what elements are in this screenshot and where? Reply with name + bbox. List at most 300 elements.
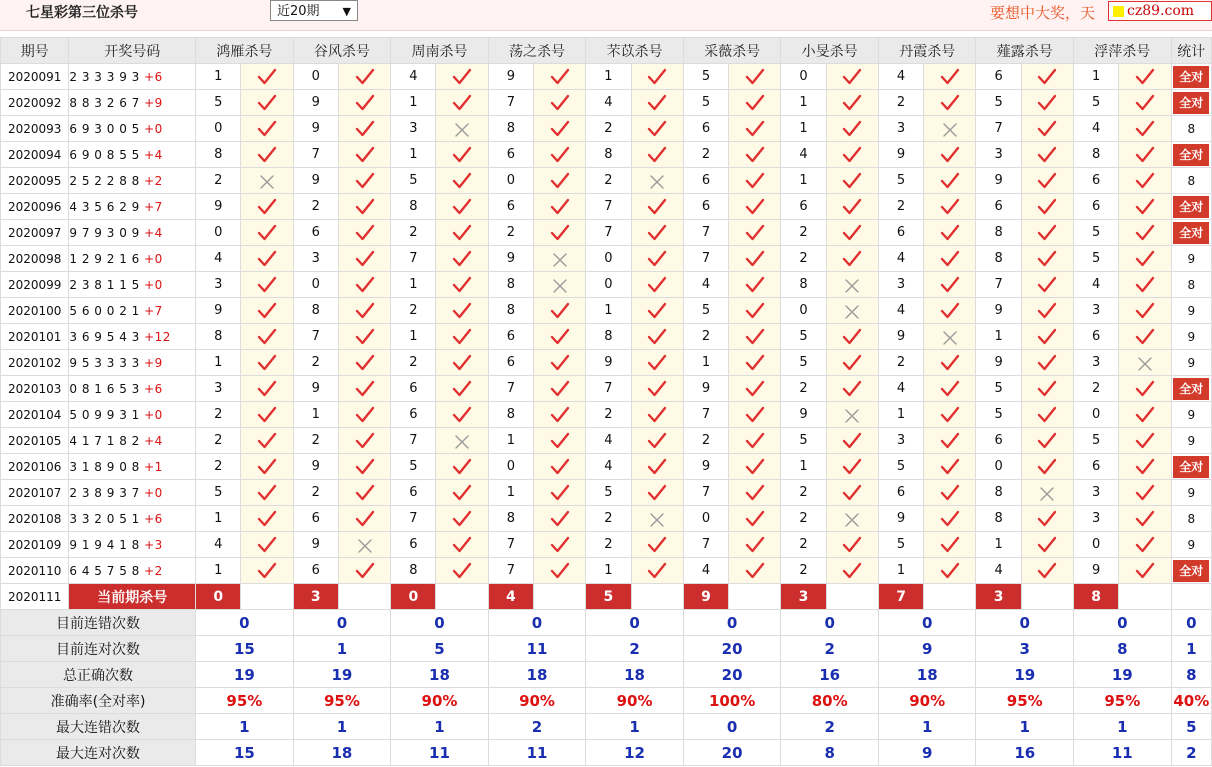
- result-mark-cell: [241, 454, 293, 480]
- kill-number-cell: 1: [878, 402, 923, 428]
- result-mark-cell: [924, 90, 976, 116]
- result-mark-cell: [436, 402, 488, 428]
- current-kill-number: 4: [488, 584, 533, 610]
- kill-number-cell: 8: [196, 324, 241, 350]
- kill-number-cell: 9: [196, 298, 241, 324]
- summary-value: 1: [586, 714, 684, 740]
- kill-number-cell: 0: [586, 272, 631, 298]
- kill-number-cell: 6: [1074, 168, 1119, 194]
- summary-value: 90%: [878, 688, 976, 714]
- check-icon: [452, 484, 472, 502]
- kill-number-cell: 6: [488, 324, 533, 350]
- draw-number-cell: [69, 454, 196, 480]
- check-icon: [1135, 250, 1155, 268]
- result-mark-cell: [534, 506, 586, 532]
- kill-number-cell: 0: [781, 298, 826, 324]
- check-icon: [257, 432, 277, 450]
- kill-number-cell: 2: [683, 428, 728, 454]
- result-mark-cell: [631, 220, 683, 246]
- kill-number-cell: 4: [1074, 272, 1119, 298]
- kill-number-cell: 5: [1074, 220, 1119, 246]
- current-kill-number: 7: [878, 584, 923, 610]
- stat-value: 9: [1187, 485, 1196, 500]
- header-draw-number: 开奖号码: [69, 38, 196, 64]
- result-mark-cell: [729, 168, 781, 194]
- kill-number-cell: 2: [196, 168, 241, 194]
- draw-sum: +3: [144, 537, 163, 552]
- table-row: [1, 220, 1212, 246]
- stat-value: 9: [1187, 329, 1196, 344]
- kill-number-cell: 2: [878, 90, 923, 116]
- kill-number-cell: 3: [293, 246, 338, 272]
- summary-value: 5: [391, 636, 489, 662]
- kill-number-cell: 3: [1074, 298, 1119, 324]
- result-mark-cell: [338, 298, 390, 324]
- kill-number-cell: 9: [293, 376, 338, 402]
- kill-number-cell: 5: [586, 480, 631, 506]
- check-icon: [355, 328, 375, 346]
- header-expert: 丹霞杀号: [878, 38, 976, 64]
- check-icon: [1135, 68, 1155, 86]
- result-mark-cell: [924, 558, 976, 584]
- kill-number-cell: 0: [488, 168, 533, 194]
- kill-number-cell: 2: [488, 220, 533, 246]
- summary-value: 1: [293, 714, 391, 740]
- result-mark-cell: [826, 454, 878, 480]
- kill-number-cell: 7: [293, 142, 338, 168]
- period-cell: 2020110: [1, 558, 69, 584]
- draw-digits: 1 2 9 2 1 6: [69, 251, 140, 266]
- result-mark-cell: [924, 64, 976, 90]
- kill-number-cell: 3: [878, 272, 923, 298]
- result-mark-cell: [534, 428, 586, 454]
- check-icon: [1135, 302, 1155, 320]
- header-expert: 芣苡杀号: [586, 38, 684, 64]
- check-icon: [452, 562, 472, 580]
- kill-number-cell: 7: [391, 246, 436, 272]
- draw-digits: 2 3 8 9 3 7: [69, 485, 140, 500]
- kill-number-cell: 4: [196, 532, 241, 558]
- current-blank-cell: [534, 584, 586, 610]
- draw-number-cell: [69, 168, 196, 194]
- check-icon: [745, 328, 765, 346]
- check-icon: [452, 510, 472, 528]
- result-mark-cell: [1119, 116, 1171, 142]
- table-row: [1, 116, 1212, 142]
- table-row: [1, 454, 1212, 480]
- result-mark-cell: [1021, 532, 1073, 558]
- kill-number-cell: 8: [1074, 142, 1119, 168]
- result-mark-cell: [338, 376, 390, 402]
- check-icon: [257, 406, 277, 424]
- summary-value: 1: [976, 714, 1074, 740]
- result-mark-cell: [1119, 142, 1171, 168]
- kill-number-cell: 1: [391, 272, 436, 298]
- summary-value: 95%: [196, 688, 294, 714]
- period-cell: 2020096: [1, 194, 69, 220]
- summary-value: 16: [976, 740, 1074, 766]
- all-correct-badge: 全对: [1173, 196, 1209, 218]
- result-mark-cell: [1119, 454, 1171, 480]
- result-mark-cell: [729, 298, 781, 324]
- kill-number-cell: 2: [683, 142, 728, 168]
- stat-cell: [1171, 376, 1211, 402]
- kill-number-cell: 2: [293, 428, 338, 454]
- draw-sum: +2: [144, 173, 163, 188]
- result-mark-cell: [1021, 246, 1073, 272]
- summary-stat-value: 2: [1171, 740, 1211, 766]
- stat-cell: [1171, 480, 1211, 506]
- kill-number-cell: 6: [391, 480, 436, 506]
- kill-number-cell: 4: [878, 298, 923, 324]
- kill-number-cell: 0: [196, 220, 241, 246]
- stat-value: 8: [1187, 277, 1196, 292]
- check-icon: [550, 120, 570, 138]
- result-mark-cell: [241, 168, 293, 194]
- result-mark-cell: [1021, 454, 1073, 480]
- result-mark-cell: [1021, 220, 1073, 246]
- stat-cell: [1171, 168, 1211, 194]
- stat-cell: [1171, 220, 1211, 246]
- kill-number-cell: 5: [976, 90, 1021, 116]
- result-mark-cell: [1021, 168, 1073, 194]
- table-row: [1, 376, 1212, 402]
- kill-number-cell: 3: [391, 116, 436, 142]
- period-cell: 2020097: [1, 220, 69, 246]
- check-icon: [842, 250, 862, 268]
- check-icon: [745, 536, 765, 554]
- result-mark-cell: [534, 532, 586, 558]
- kill-number-cell: 1: [391, 142, 436, 168]
- kill-number-cell: 8: [196, 142, 241, 168]
- kill-number-cell: 0: [196, 116, 241, 142]
- kill-number-cell: 4: [586, 454, 631, 480]
- period-select[interactable]: [270, 0, 358, 21]
- draw-number-cell: [69, 220, 196, 246]
- result-mark-cell: [241, 90, 293, 116]
- kill-number-cell: 8: [293, 298, 338, 324]
- check-icon: [257, 250, 277, 268]
- result-mark-cell: [729, 90, 781, 116]
- result-mark-cell: [241, 194, 293, 220]
- check-icon: [940, 276, 960, 294]
- result-mark-cell: [924, 246, 976, 272]
- check-icon: [842, 172, 862, 190]
- summary-stat-value: 5: [1171, 714, 1211, 740]
- current-blank-cell: [436, 584, 488, 610]
- period-cell: 2020109: [1, 532, 69, 558]
- result-mark-cell: [241, 246, 293, 272]
- check-icon: [550, 328, 570, 346]
- check-icon: [355, 432, 375, 450]
- check-icon: [647, 94, 667, 112]
- check-icon: [355, 458, 375, 476]
- kill-number-cell: 2: [293, 480, 338, 506]
- kill-number-cell: 9: [878, 142, 923, 168]
- check-icon: [842, 484, 862, 502]
- result-mark-cell: [729, 324, 781, 350]
- header-expert: 小旻杀号: [781, 38, 879, 64]
- check-icon: [257, 328, 277, 346]
- check-icon: [257, 276, 277, 294]
- kill-number-cell: 6: [878, 480, 923, 506]
- kill-number-cell: 6: [293, 558, 338, 584]
- stat-cell: [1171, 324, 1211, 350]
- stat-value: 9: [1187, 407, 1196, 422]
- all-correct-badge: 全对: [1173, 560, 1209, 582]
- result-mark-cell: [1119, 532, 1171, 558]
- kill-number-cell: 9: [1074, 558, 1119, 584]
- check-icon: [257, 302, 277, 320]
- result-mark-cell: [1021, 272, 1073, 298]
- kill-number-cell: 1: [488, 480, 533, 506]
- check-icon: [1135, 146, 1155, 164]
- check-icon: [355, 172, 375, 190]
- result-mark-cell: [729, 246, 781, 272]
- summary-value: 95%: [976, 688, 1074, 714]
- summary-stat-value: 1: [1171, 636, 1211, 662]
- kill-number-cell: 2: [781, 246, 826, 272]
- stat-value: 9: [1187, 537, 1196, 552]
- period-cell: 2020105: [1, 428, 69, 454]
- kill-number-cell: 9: [293, 90, 338, 116]
- check-icon: [1037, 354, 1057, 372]
- kill-number-cell: 9: [196, 194, 241, 220]
- draw-digits: 9 1 9 4 1 8: [69, 537, 140, 552]
- kill-number-cell: 7: [488, 376, 533, 402]
- site-logo[interactable]: [1108, 1, 1212, 21]
- result-mark-cell: [241, 220, 293, 246]
- check-icon: [745, 510, 765, 528]
- kill-number-cell: 7: [683, 402, 728, 428]
- check-icon: [1135, 484, 1155, 502]
- current-period-row: [1, 584, 1212, 610]
- summary-value: 18: [586, 662, 684, 688]
- result-mark-cell: [1021, 90, 1073, 116]
- stat-cell: [1171, 194, 1211, 220]
- kill-number-cell: 7: [976, 272, 1021, 298]
- current-kill-label: 当前期杀号: [69, 584, 196, 610]
- result-mark-cell: [534, 272, 586, 298]
- period-cell: 2020100: [1, 298, 69, 324]
- draw-digits: 9 5 3 3 3 3: [69, 355, 140, 370]
- current-kill-number: 0: [391, 584, 436, 610]
- header-expert: 荡之杀号: [488, 38, 586, 64]
- check-icon: [355, 224, 375, 242]
- summary-value: 18: [878, 662, 976, 688]
- kill-number-cell: 1: [586, 298, 631, 324]
- check-icon: [1135, 562, 1155, 580]
- check-icon: [842, 328, 862, 346]
- draw-sum: +4: [144, 225, 163, 240]
- stat-cell: [1171, 298, 1211, 324]
- kill-number-cell: 6: [683, 116, 728, 142]
- kill-number-cell: 3: [1074, 350, 1119, 376]
- stat-cell: [1171, 246, 1211, 272]
- result-mark-cell: [631, 168, 683, 194]
- result-mark-cell: [631, 194, 683, 220]
- summary-value: 20: [683, 662, 781, 688]
- kill-number-cell: 8: [976, 246, 1021, 272]
- summary-value: 0: [781, 610, 879, 636]
- result-mark-cell: [924, 142, 976, 168]
- check-icon: [647, 354, 667, 372]
- check-icon: [1037, 432, 1057, 450]
- kill-number-cell: 5: [683, 90, 728, 116]
- result-mark-cell: [241, 506, 293, 532]
- kill-number-cell: 4: [196, 246, 241, 272]
- result-mark-cell: [436, 168, 488, 194]
- cross-icon: [844, 304, 860, 320]
- result-mark-cell: [826, 428, 878, 454]
- summary-stat-value: 40%: [1171, 688, 1211, 714]
- draw-sum: +0: [144, 277, 163, 292]
- check-icon: [1037, 146, 1057, 164]
- result-mark-cell: [338, 116, 390, 142]
- check-icon: [550, 432, 570, 450]
- stat-value: 9: [1187, 355, 1196, 370]
- kill-number-cell: 4: [878, 376, 923, 402]
- kill-number-cell: 8: [488, 402, 533, 428]
- summary-value: 18: [488, 662, 586, 688]
- check-icon: [1135, 536, 1155, 554]
- cross-icon: [649, 174, 665, 190]
- result-mark-cell: [338, 454, 390, 480]
- draw-digits: 4 1 7 1 8 2: [69, 433, 140, 448]
- check-icon: [1037, 406, 1057, 424]
- table-row: [1, 168, 1212, 194]
- result-mark-cell: [826, 298, 878, 324]
- result-mark-cell: [1119, 324, 1171, 350]
- summary-value: 0: [488, 610, 586, 636]
- stat-cell: [1171, 90, 1211, 116]
- kill-number-cell: 5: [878, 168, 923, 194]
- summary-value: 19: [976, 662, 1074, 688]
- kill-number-cell: 2: [781, 506, 826, 532]
- slogan-marquee: 要想中大奖，天: [990, 4, 1096, 22]
- cross-icon: [552, 252, 568, 268]
- check-icon: [550, 224, 570, 242]
- kill-number-cell: 2: [781, 532, 826, 558]
- kill-number-cell: 1: [683, 350, 728, 376]
- check-icon: [257, 484, 277, 502]
- check-icon: [550, 458, 570, 476]
- draw-sum: +0: [144, 485, 163, 500]
- draw-digits: 2 5 2 2 8 8: [69, 173, 140, 188]
- result-mark-cell: [436, 298, 488, 324]
- kill-number-cell: 1: [976, 324, 1021, 350]
- kill-number-cell: 6: [391, 402, 436, 428]
- kill-number-cell: 2: [586, 116, 631, 142]
- table-row: [1, 298, 1212, 324]
- check-icon: [452, 250, 472, 268]
- kill-number-cell: 8: [976, 220, 1021, 246]
- result-mark-cell: [729, 64, 781, 90]
- draw-sum: +2: [144, 563, 163, 578]
- result-mark-cell: [241, 402, 293, 428]
- summary-value: 2: [586, 636, 684, 662]
- check-icon: [257, 146, 277, 164]
- summary-value: 0: [586, 610, 684, 636]
- draw-sum: +0: [144, 121, 163, 136]
- result-mark-cell: [1021, 324, 1073, 350]
- result-mark-cell: [924, 428, 976, 454]
- check-icon: [550, 406, 570, 424]
- check-icon: [1135, 94, 1155, 112]
- kill-number-cell: 8: [781, 272, 826, 298]
- kill-number-cell: 8: [976, 506, 1021, 532]
- result-mark-cell: [1021, 480, 1073, 506]
- result-mark-cell: [534, 116, 586, 142]
- result-mark-cell: [631, 428, 683, 454]
- check-icon: [355, 510, 375, 528]
- check-icon: [842, 536, 862, 554]
- current-blank-cell: [729, 584, 781, 610]
- check-icon: [940, 354, 960, 372]
- kill-number-cell: 7: [391, 506, 436, 532]
- header-expert: 周南杀号: [391, 38, 489, 64]
- check-icon: [842, 68, 862, 86]
- summary-label: 最大连错次数: [1, 714, 196, 740]
- result-mark-cell: [631, 454, 683, 480]
- kill-number-cell: 0: [683, 506, 728, 532]
- result-mark-cell: [1119, 350, 1171, 376]
- kill-number-cell: 6: [683, 168, 728, 194]
- result-mark-cell: [1119, 480, 1171, 506]
- check-icon: [940, 562, 960, 580]
- check-icon: [452, 328, 472, 346]
- check-icon: [940, 458, 960, 476]
- summary-value: 0: [976, 610, 1074, 636]
- result-mark-cell: [729, 428, 781, 454]
- kill-number-cell: 3: [196, 376, 241, 402]
- result-mark-cell: [338, 480, 390, 506]
- check-icon: [550, 510, 570, 528]
- draw-sum: +6: [144, 381, 163, 396]
- header-period: 期号: [1, 38, 69, 64]
- kill-number-cell: 4: [586, 90, 631, 116]
- kill-number-cell: 5: [683, 298, 728, 324]
- period-cell: 2020091: [1, 64, 69, 90]
- yellow-square-icon: [1113, 6, 1124, 17]
- result-mark-cell: [338, 532, 390, 558]
- result-mark-cell: [1021, 376, 1073, 402]
- kill-number-cell: 9: [488, 64, 533, 90]
- check-icon: [550, 68, 570, 86]
- result-mark-cell: [1119, 558, 1171, 584]
- result-mark-cell: [1021, 64, 1073, 90]
- stat-cell: [1171, 558, 1211, 584]
- result-mark-cell: [338, 558, 390, 584]
- stat-cell: [1171, 64, 1211, 90]
- result-mark-cell: [631, 558, 683, 584]
- kill-number-cell: 4: [683, 272, 728, 298]
- check-icon: [1135, 172, 1155, 190]
- result-mark-cell: [241, 116, 293, 142]
- kill-number-cell: 6: [683, 194, 728, 220]
- kill-number-cell: 4: [391, 64, 436, 90]
- summary-value: 1: [1074, 714, 1172, 740]
- draw-number-cell: [69, 402, 196, 428]
- summary-value: 95%: [293, 688, 391, 714]
- check-icon: [842, 120, 862, 138]
- result-mark-cell: [436, 480, 488, 506]
- kill-number-cell: 7: [976, 116, 1021, 142]
- page-title: 七星彩第三位杀号: [26, 5, 138, 21]
- current-kill-number: 9: [683, 584, 728, 610]
- kill-number-cell: 5: [391, 454, 436, 480]
- check-icon: [842, 224, 862, 242]
